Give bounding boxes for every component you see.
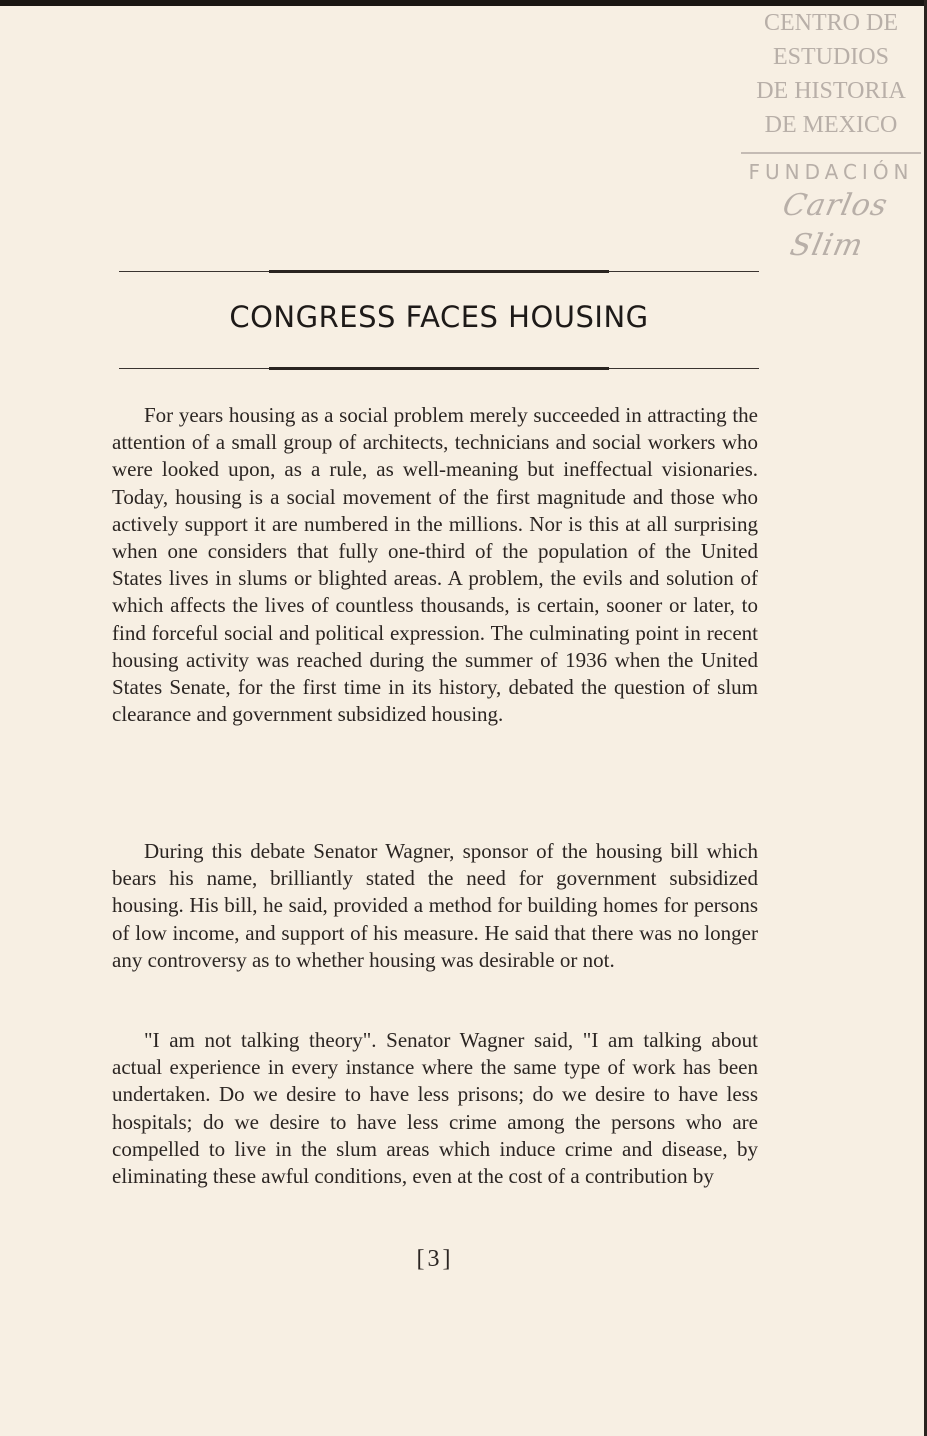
stamp-line: ESTUDIOS <box>772 44 889 70</box>
page-title: CONGRESS FACES HOUSING <box>229 300 649 334</box>
title-rule-top <box>119 271 759 272</box>
stamp-line: CENTRO DE <box>764 10 898 36</box>
stamp-line: DE MEXICO <box>764 112 898 138</box>
paragraph: For years housing as a social problem merely succeeded in attracting the attention of a small group of architects, technicians and social workers who were looked upon, as a rule, as well-meaning but ineffectual visionaries. Today, housing is a social movement of the first magnitude and those who actively support it are numbered in the millions. Nor is this at all surprising when one considers that fully one-third of the population of the United States lives in slums or blighted areas. A problem, the evils and solution of which affects the lives of countless thousands, is certain, sooner or later, to find forceful social and political expression. The culminating point in recent housing activity was reached during the summer of 1936 when the United States Senate, for the first time in its history, debated the question of slum clearance and government subsidized housing. <box>112 403 758 727</box>
body-text <box>112 838 758 974</box>
stamp-fundacion: FUNDACIÓN <box>748 160 914 184</box>
stamp-divider <box>741 152 921 154</box>
stamp-signature: Carlos Slim <box>779 188 892 263</box>
body-text <box>112 1027 758 1190</box>
body-text <box>112 402 758 728</box>
stamp-line: DE HISTORIA <box>756 78 906 104</box>
page-number: [3] <box>416 1246 454 1272</box>
paragraph: "I am not talking theory". Senator Wagner said, "I am talking about actual experience in every instance where the same type of work has been undertaken. Do we desire to have less prisons; do we desire to have less hospitals; do we desire to have less crime among the persons who are compelled to live in the slum areas which induce crime and disease, by eliminating these awful conditions, even at the cost of a contribution by <box>112 1028 758 1189</box>
archive-stamp <box>738 6 924 266</box>
title-rule-bottom <box>119 368 759 369</box>
paragraph: During this debate Senator Wagner, sponsor of the housing bill which bears his name, brilliantly stated the need for government subsidized housing. His bill, he said, provided a method for building homes for persons of low income, and support of his measure. He said that there was no longer any controversy as to whether housing was desirable or not. <box>112 839 758 972</box>
